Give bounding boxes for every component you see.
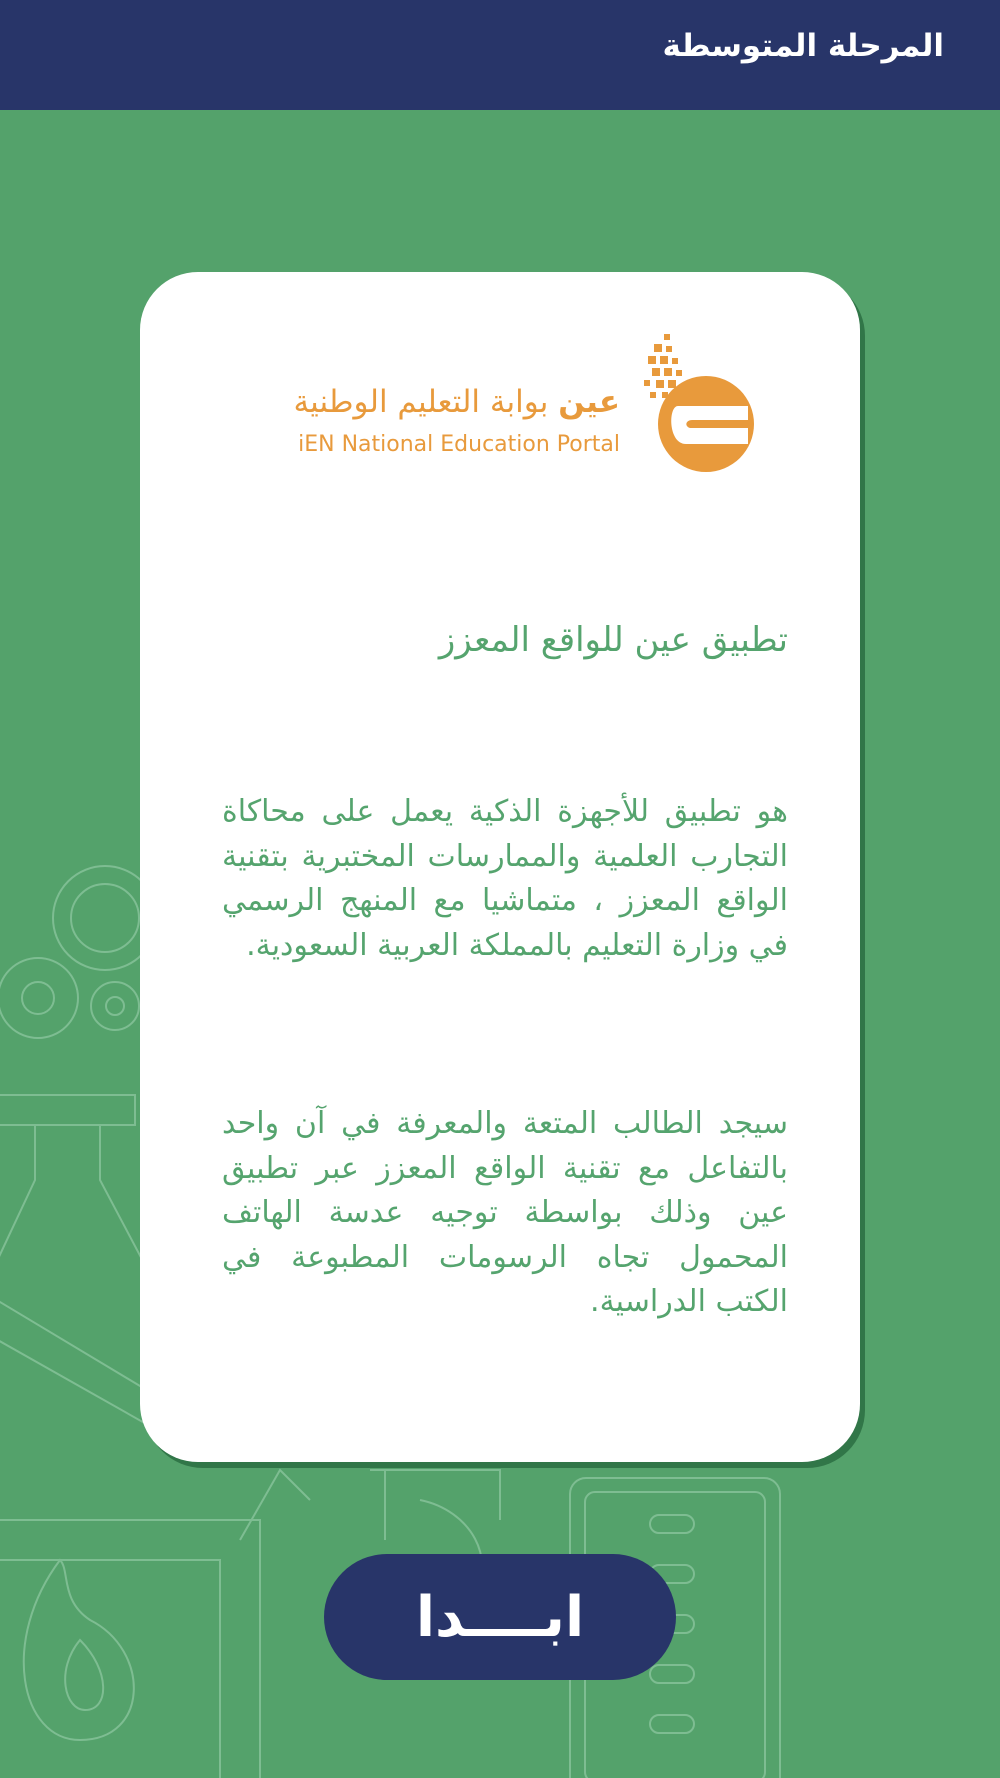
logo-english-text: iEN National Education Portal	[298, 432, 620, 457]
logo-name-ar: بوابة التعليم الوطنية	[293, 384, 549, 420]
ien-logo-icon	[628, 334, 758, 474]
start-button[interactable]: ابــــدا	[324, 1554, 676, 1680]
logo-arabic-text	[294, 384, 621, 420]
app-title: تطبيق عين للواقع المعزز	[438, 620, 788, 660]
page-title: المرحلة المتوسطة	[662, 28, 944, 64]
ien-logo	[258, 334, 758, 474]
info-card	[140, 272, 860, 1462]
description-paragraph-1: هو تطبيق للأجهزة الذكية يعمل على محاكاة التجارب العلمية والممارسات المختبرية بتقنية الواقع المعزز ، متماشيا مع المنهج الرسمي في وزارة التعليم بالمملكة العربية السعودية.	[222, 794, 788, 963]
logo-brand-ar: عين	[558, 384, 620, 420]
description-paragraph-2: سيجد الطالب المتعة والمعرفة في آن واحد بالتفاعل مع تقنية الواقع المعزز عبر تطبيق عين وذلك بواسطة توجيه عدسة الهاتف المحمول تجاه الرسومات المطبوعة في الكتب الدراسية.	[222, 1106, 788, 1319]
